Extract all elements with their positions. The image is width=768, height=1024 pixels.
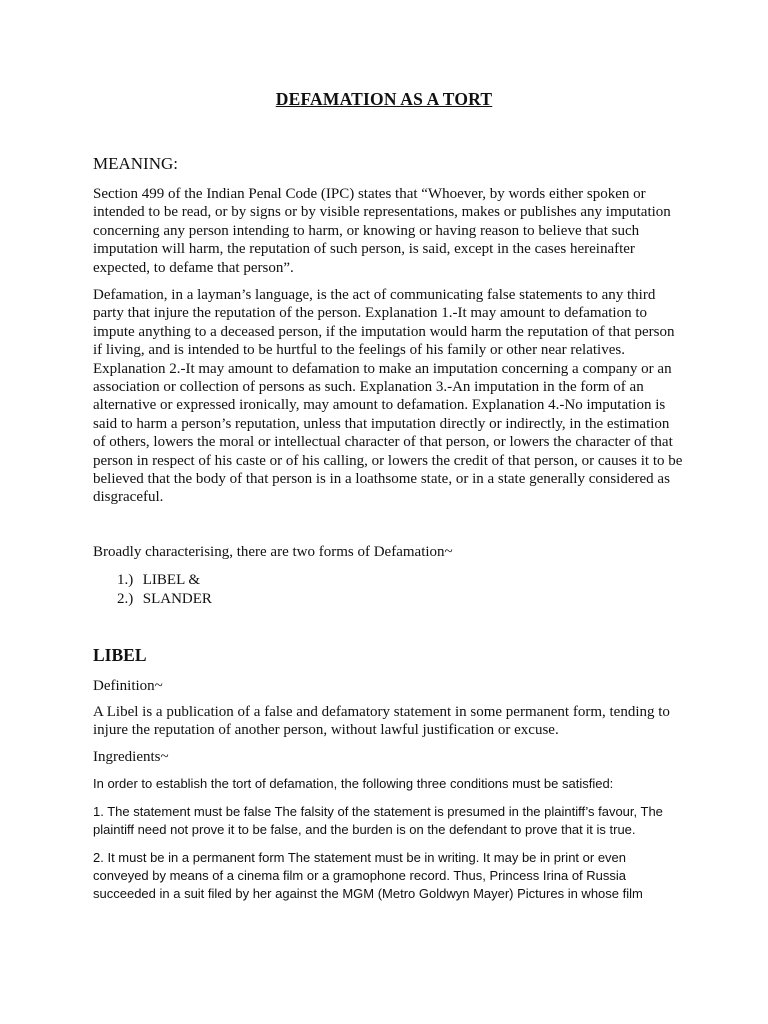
list-label: SLANDER — [142, 591, 212, 607]
list-item — [117, 590, 212, 609]
libel-heading: LIBEL — [93, 645, 147, 665]
meaning-paragraph-ipc: Section 499 of the Indian Penal Code (IPC) states that “Whoever, by words either spoken or intended to be read, or by signs or by visible representations, makes or publishes any imputation concerning any person intending to harm, or knowing or having reason to believe that such imputation will harm, the reputation of such person, is said, except in the cases hereinafter expected, to defame that person”. — [93, 186, 671, 276]
forms-list — [117, 571, 212, 609]
conditions-intro: In order to establish the tort of defamation, the following three conditions must be satisfied: — [93, 776, 614, 791]
list-item — [117, 571, 212, 590]
condition-false-statement: 1. The statement must be false The falsity of the statement is presumed in the plaintiff’s favour, The plaintiff need not prove it to be false, and the burden is on the defendant to prove that it is true. — [93, 804, 663, 837]
list-number: 1.) — [117, 572, 134, 588]
list-number: 2.) — [117, 591, 134, 607]
condition-permanent-form: 2. It must be in a permanent form The statement must be in writing. It may be in print or even conveyed by means of a cinema film or a gramophone record. Thus, Princess Irina of Russia succeeded in a suit filed by her against the MGM (Metro Goldwyn Mayer) Pictures in whose film — [93, 850, 643, 901]
document-title: DEFAMATION AS A TORT — [275, 89, 493, 109]
list-label: LIBEL & — [142, 572, 201, 588]
meaning-heading: MEANING: — [93, 154, 178, 173]
forms-intro: Broadly characterising, there are two forms of Defamation~ — [93, 544, 453, 560]
definition-label: Definition~ — [93, 678, 163, 694]
meaning-paragraph-explanations: Defamation, in a layman’s language, is the act of communicating false statements to any third party that injure the reputation of the person. Explanation 1.-It may amount to defamation to impute anything to a deceased person, if the imputation would harm the reputation of that person if living, and is intended to be hurtful to the feelings of his family or other near relatives. Explanation 2.-It may amount to defamation to make an imputation concerning a company or an association or collection of persons as such. Explanation 3.-An imputation in the form of an alternative or expressed ironically, may amount to defamation. Explanation 4.-No imputation is said to harm a person’s reputation, unless that imputation directly or indirectly, in the estimation of others, lowers the moral or intellectual character of that person, or lowers the character of that person in respect of his caste or of his calling, or lowers the credit of that person, or causes it to be believed that the body of that person is in a loathsome state, or in a state generally considered as disgraceful. — [93, 287, 683, 506]
definition-text: A Libel is a publication of a false and defamatory statement in some permanent form, tending to injure the reputation of another person, without lawful justification or excuse. — [93, 704, 670, 739]
ingredients-label: Ingredients~ — [93, 749, 169, 765]
